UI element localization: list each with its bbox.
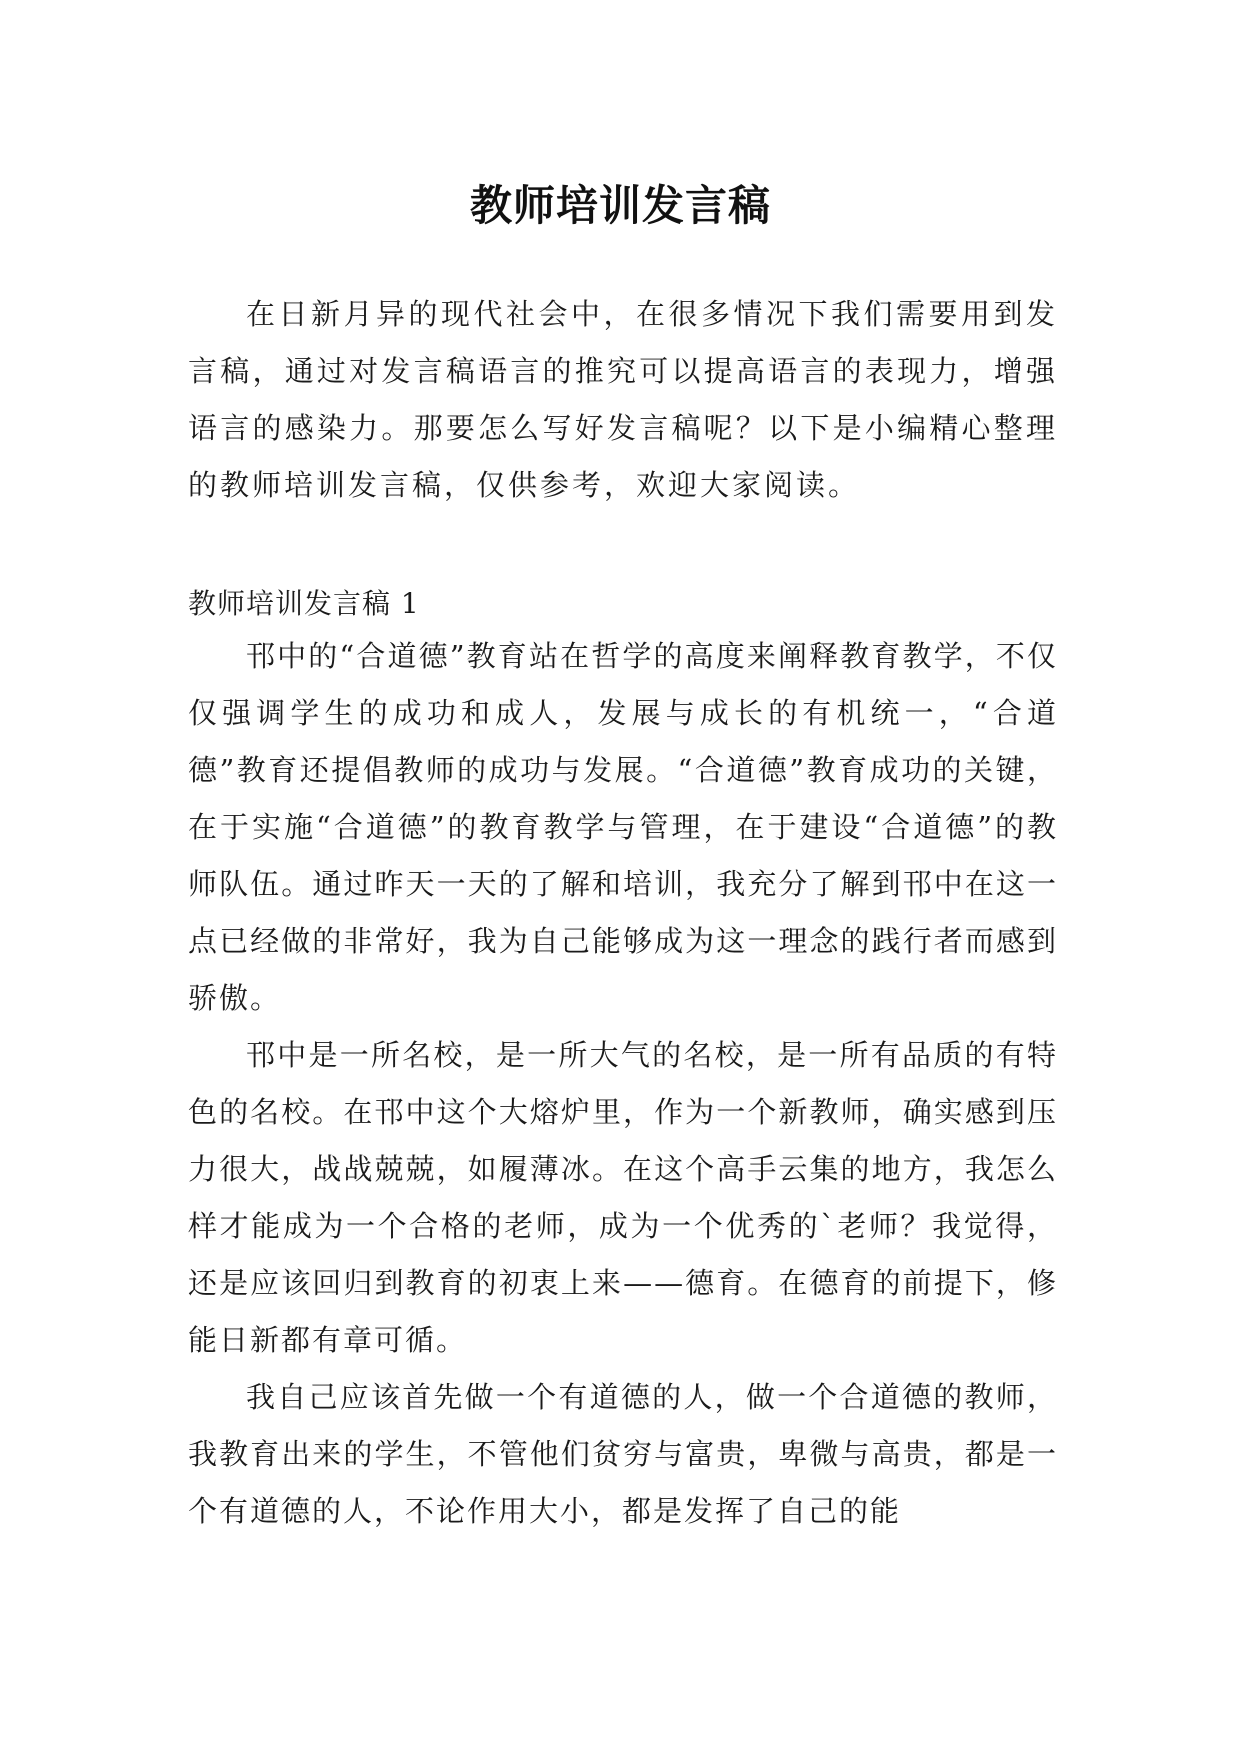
body-paragraph-3: 我自己应该首先做一个有道德的人，做一个合道德的教师，我教育出来的学生，不管他们贫穷与富贵，卑微与高贵，都是一个有道德的人，不论作用大小，都是发挥了自己的能	[188, 1380, 1058, 1528]
body-paragraph-1: 邗中的“合道德”教育站在哲学的高度来阐释教育教学，不仅仅强调学生的成功和成人，发展与成长的有机统一，“合道德”教育还提倡教师的成功与发展。“合道德”教育成功的关键，在于实施“合道德”的教育教学与管理，在于建设“合道德”的教师队伍。通过昨天一天的了解和培训，我充分了解到邗中在这一点已经做的非常好，我为自己能够成为这一理念的践行者而感到骄傲。	[188, 639, 1058, 1015]
body-paragraph-2: 邗中是一所名校，是一所大气的名校，是一所有品质的有特色的名校。在邗中这个大熔炉里，作为一个新教师，确实感到压力很大，战战兢兢，如履薄冰。在这个高手云集的地方，我怎么样才能成为一个合格的老师，成为一个优秀的`老师？我觉得，还是应该回归到教育的初衷上来——德育。在德育的前提下，修能日新都有章可循。	[188, 1038, 1058, 1357]
intro-paragraph: 在日新月异的现代社会中，在很多情况下我们需要用到发言稿，通过对发言稿语言的推究可以提高语言的表现力，增强语言的感染力。那要怎么写好发言稿呢？以下是小编精心整理的教师培训发言稿，仅供参考，欢迎大家阅读。	[188, 297, 1058, 502]
document-title: 教师培训发言稿	[469, 181, 771, 231]
section-heading: 教师培训发言稿 1	[188, 587, 420, 620]
section-body	[188, 628, 1058, 1540]
intro-section	[188, 286, 1058, 514]
